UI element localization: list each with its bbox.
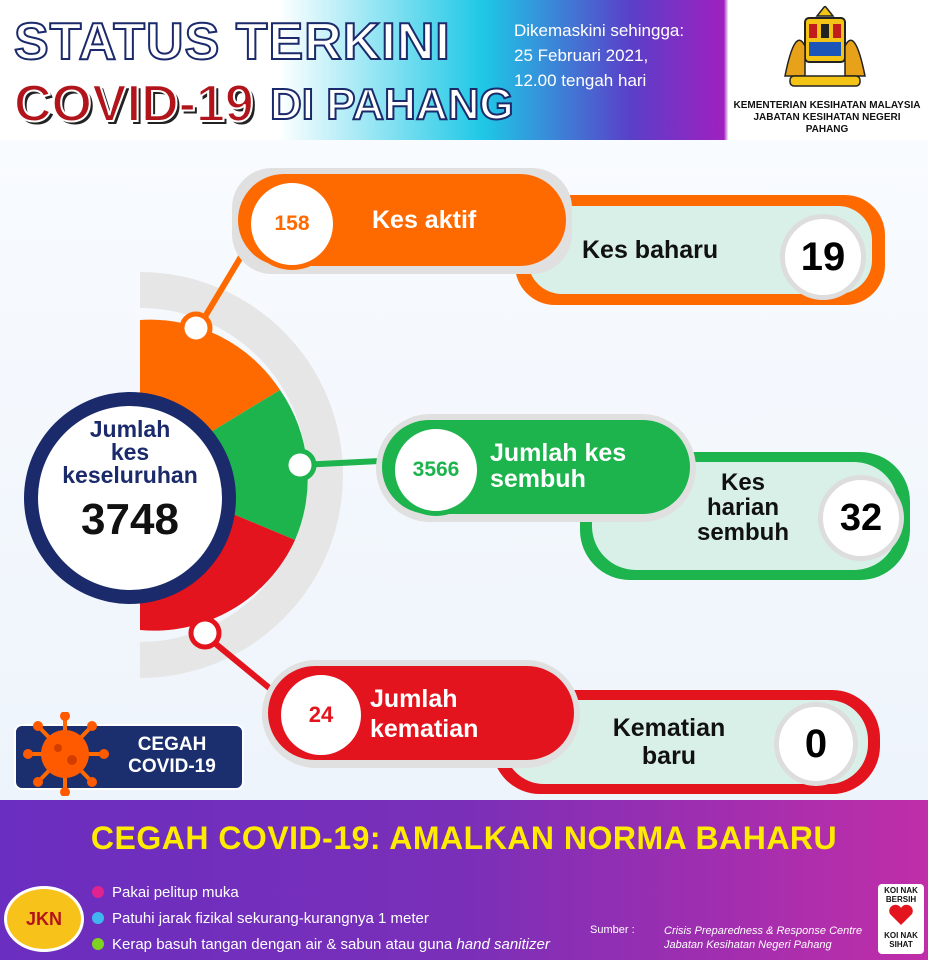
bullet-dot-icon [92, 886, 104, 898]
bullet-distance [92, 910, 429, 927]
recovered-label-1: Jumlah kes [490, 439, 627, 467]
daily-recovered-label-1: Kes [720, 469, 766, 496]
title-covid: COVID-19 [14, 75, 254, 133]
active-cases-label: Kes aktif [372, 206, 477, 234]
source-line1: Crisis Preparedness & Response Centre [664, 925, 863, 937]
source-label: Sumber : [590, 924, 635, 936]
total-label-2: kes [110, 439, 150, 465]
jkn-logo-icon: JKN [4, 886, 84, 952]
koi-top-text: KOI NAK BERSIH [884, 886, 918, 904]
active-cases-value: 158 [246, 178, 338, 270]
new-cases-value: 19 [780, 214, 866, 300]
virus-icon [20, 712, 110, 796]
koi-nak-sihat-logo [878, 884, 924, 954]
daily-recovered-label [680, 470, 806, 545]
total-label-1: Jumlah [89, 416, 171, 442]
malaysia-crest-icon [775, 6, 875, 92]
slogan: CEGAH COVID-19: AMALKAN NORMA BAHARU [90, 820, 838, 856]
bullet-text-1: Pakai pelitup muka [112, 884, 239, 901]
recovered-label [490, 440, 626, 492]
update-date: 25 Februari 2021, [514, 46, 649, 65]
new-deaths-value: 0 [774, 702, 858, 786]
total-label-3: keseluruhan [62, 462, 198, 488]
new-deaths-label [594, 714, 744, 770]
cegah-line2: COVID-19 [128, 756, 216, 777]
total-cases-circle [38, 406, 222, 590]
source-text [664, 924, 862, 952]
recovered-value: 3566 [390, 424, 482, 516]
deaths-label-2: kematian [370, 715, 479, 743]
bullet-text-3-italic: hand sanitizer [456, 936, 550, 953]
ministry-line2: JABATAN KESIHATAN NEGERI PAHANG [753, 112, 901, 135]
cegah-line1: CEGAH [137, 734, 207, 755]
recovered-label-2: sembuh [490, 465, 586, 493]
koi-bottom-text: KOI NAK SIHAT [884, 931, 918, 949]
title-status-terkini: STATUS TERKINI [14, 13, 451, 71]
ministry-line1: KEMENTERIAN KESIHATAN MALAYSIA [733, 100, 921, 111]
update-time: 12.00 tengah hari [514, 71, 647, 90]
update-label: Dikemaskini sehingga: [514, 21, 685, 40]
total-cases-value: 3748 [81, 495, 179, 544]
deaths-label-1: Jumlah [370, 685, 458, 713]
new-deaths-label-2: baru [641, 742, 697, 770]
bullet-handwash [92, 936, 550, 953]
daily-recovered-value: 32 [818, 475, 904, 561]
bullet-text-3: Kerap basuh tangan dengan air & sabun atau guna [112, 936, 457, 953]
total-cases-label [38, 418, 222, 487]
bullet-dot-icon [92, 912, 104, 924]
source-line2: Jabatan Kesihatan Negeri Pahang [664, 939, 832, 951]
deaths-value: 24 [276, 670, 366, 760]
bullet-dot-icon [92, 938, 104, 950]
update-info [514, 18, 724, 93]
new-cases-label: Kes baharu [582, 236, 719, 264]
new-deaths-label-1: Kematian [612, 714, 726, 742]
ministry-name [732, 100, 922, 136]
cegah-covid-label [112, 734, 232, 778]
bullet-text-2: Patuhi jarak fizikal sekurang-kurangnya 1 meter [112, 910, 429, 927]
deaths-label [370, 684, 478, 744]
bullet-mask [92, 884, 239, 901]
heart-icon [888, 904, 914, 926]
title-location: DI PAHANG [270, 80, 514, 129]
daily-recovered-label-3: sembuh [696, 519, 789, 546]
daily-recovered-label-2: harian [706, 494, 780, 521]
